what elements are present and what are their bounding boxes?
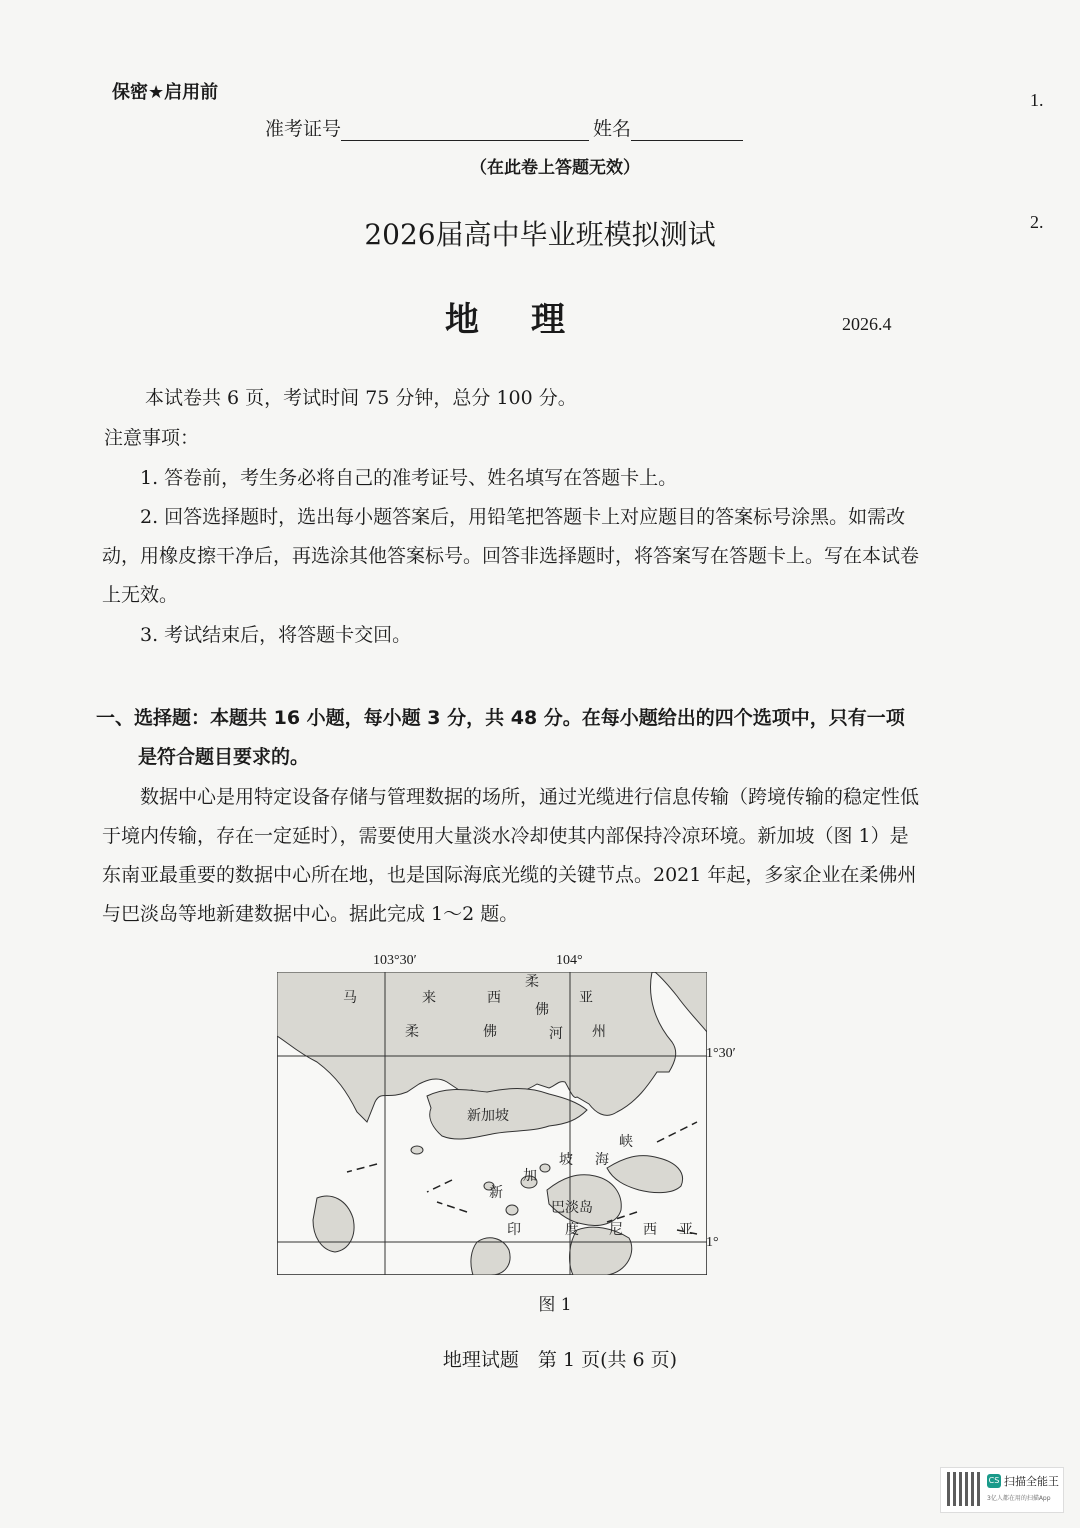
question-passage: 数据中心是用特定设备存储与管理数据的场所，通过光缆进行信息传输（跨境传输的稳定性低于境内传输，存在一定延时），需要使用大量淡水冷却使其内部保持冷凉环境。新加坡（图 1）是东南亚最重要的数据中心所在地，也是国际海底光缆的关键节点。2021 年起，多家企业在柔佛州与巴淡岛等地新建数据中心。据此完成 1～2 题。 <box>102 786 920 925</box>
figure-caption: 图 1 <box>538 1295 572 1315</box>
indo-xi: 西 <box>643 1222 657 1238</box>
exam-id-field[interactable] <box>341 120 589 141</box>
margin-mark-1: 1. <box>1030 90 1044 110</box>
invalid-answer-note: （在此卷上答题无效） <box>470 158 640 178</box>
label-xi: 西 <box>487 990 501 1006</box>
app-name: 扫描全能王 <box>1004 1475 1059 1488</box>
paper-intro: 本试卷共 6 页，考试时间 75 分钟，总分 100 分。 <box>145 387 577 409</box>
label-rou: 柔 <box>405 1024 419 1040</box>
confidential-mark: 保密★启用前 <box>112 82 219 103</box>
label-zhou: 州 <box>592 1024 606 1040</box>
label-fo: 佛 <box>483 1024 497 1040</box>
label-ya: 亚 <box>579 990 593 1006</box>
singapore-region-map <box>277 972 707 1275</box>
lat-label-1: 1° <box>706 1235 719 1250</box>
lower-mid-islands <box>471 1238 510 1275</box>
strait-po: 坡 <box>559 1152 573 1168</box>
exam-title: 2026届高中毕业班模拟测试 <box>364 218 716 251</box>
exam-id-label: 准考证号 <box>265 118 342 140</box>
lon-label-103-30: 103°30′ <box>373 953 417 968</box>
name-field[interactable] <box>631 120 743 141</box>
app-tagline: 3亿人都在用的扫描App <box>987 1495 1051 1502</box>
candidate-info-line <box>265 114 743 141</box>
label-batam: 巴淡岛 <box>551 1200 593 1216</box>
strait-xin: 新 <box>489 1185 503 1201</box>
indo-yin: 印 <box>507 1222 521 1238</box>
note-item-1: 1. 答卷前，考生务必将自己的准考证号、姓名填写在答题卡上。 <box>140 467 678 489</box>
margin-mark-2: 2. <box>1030 212 1044 232</box>
subject-title: 地理 <box>445 300 617 340</box>
river-he: 河 <box>549 1026 563 1042</box>
name-label: 姓名 <box>593 118 632 140</box>
islet <box>506 1205 518 1215</box>
islet <box>540 1164 550 1172</box>
river-rou: 柔 <box>525 974 539 990</box>
app-logo-icon: CS <box>987 1474 1001 1488</box>
note-item-2: 2. 回答选择题时，选出每小题答案后，用铅笔把答题卡上对应题目的答案标号涂黑。如需改动，用橡皮擦干净后，再选涂其他答案标号。回答非选择题时，将答案写在答题卡上。写在本试卷上无效。 <box>102 506 920 606</box>
river-fo: 佛 <box>535 1002 549 1018</box>
scanner-watermark <box>940 1467 1064 1513</box>
indo-du: 度 <box>565 1222 579 1238</box>
section-1-heading: 一、选择题：本题共 16 小题，每小题 3 分，共 48 分。在每小题给出的四个选项中，只有一项是符合题目要求的。 <box>96 707 905 768</box>
label-ma: 马 <box>343 990 357 1006</box>
indo-ya: 亚 <box>679 1222 693 1238</box>
strait-hai: 海 <box>595 1152 609 1168</box>
page-footer: 地理试题 第 1 页(共 6 页) <box>442 1349 678 1371</box>
lon-label-104: 104° <box>556 953 583 968</box>
lat-label-1-30: 1°30′ <box>706 1046 736 1061</box>
indo-ni: 尼 <box>609 1222 623 1238</box>
islet <box>411 1146 423 1154</box>
label-lai: 来 <box>422 990 436 1006</box>
qr-code-icon <box>947 1472 981 1506</box>
exam-date: 2026.4 <box>842 314 892 334</box>
note-item-3: 3. 考试结束后，将答题卡交回。 <box>140 624 412 646</box>
strait-xia: 峡 <box>619 1134 633 1150</box>
label-singapore: 新加坡 <box>467 1108 509 1124</box>
notes-heading: 注意事项： <box>104 427 200 449</box>
strait-jia: 加 <box>523 1168 537 1184</box>
